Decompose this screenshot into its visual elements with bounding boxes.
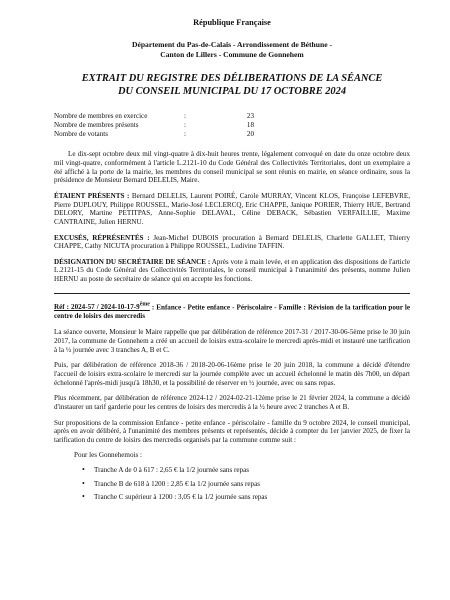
department-heading [54,40,410,60]
residents-label: Pour les Gonnehemois : [74,451,142,460]
deliberation-reference [54,303,150,311]
title-line-1: EXTRAIT DU REGISTRE DES DÉLIBERATIONS DE LA SÉANCE [81,72,383,84]
deliberation-paragraph-2: Puis, par délibération de référence 2018-36 / 2018-20-06-16ème prise le 20 juin 2018, la commune a décidé d'étendre l'accueil de loisirs extra-scolaire le mercredi sur la journée complète avec un accueil échelonné le matin dès 7h00, un départ échelonné l'après-midi jusqu'à 18h30, et la possibilité de réserver en ½ journée, avec ou sans repas. [54,361,410,387]
deliberation-paragraph-3: Plus récemment, par délibération de référence 2024-12 / 2024-02-21-12ème prise le 21 février 2024, la commune a décidé d'instaurer un tarif garderie pour les centres de loisirs des mercredis à la ½ heure avec 2 tranches A et B. [54,394,410,411]
count-row [54,121,254,130]
canton-line: Canton de Lillers - Commune de Gonnehem [160,49,304,59]
count-value: 23 [246,111,254,120]
tranche-list [54,466,410,502]
department-line: Département du Pas-de-Calais - Arrondissement de Béthune - [131,40,333,50]
tranche-text: Tranche C supérieur à 1200 : 3,05 € la 1/2 journée sans repas [94,493,268,502]
count-separator: : [184,120,186,129]
excused-label: EXCUSÉS, RÉPRÉSENTÉS : [54,233,150,242]
count-value: 18 [246,120,254,129]
excused-names: Jean-Michel DUBOIS procuration à Bernard DELELIS, Charlette GALLET, Thierry CHAPPE, Cathy NICUTA procuration à Philippe ROUSSEL, Ludivine TAFFIN. [54,233,411,251]
present-names: Bernard DELELIS, Laurent POIRÉ, Carole MURRAY, Vincent KLOS, Françoise LEFEBVRE, Pierre DUPLOUY, Philippe ROUSSEL, Marie-José LECLERCQ, Eric CHAPPE, Janique PORIER, Thierry HUE, Bertrand DELORY, Martine PETITPAS, Anne-Sophie DELAVAL, Céline DEBACK, Sébastien VERFAILLIE, Maxime CANTRAINE, Julien HERNU. [54,191,410,226]
present-paragraph [54,192,410,227]
reference-number: Réf : 2024-57 / 2024-10-17-9 [54,303,140,312]
list-item [82,478,410,489]
title-line-2: DU CONSEIL MUNICIPAL DU 17 OCTOBRE 2024 [117,85,347,97]
list-item [82,465,410,475]
document-title [54,72,410,98]
present-label: ÉTAIENT PRÉSENTS : [54,191,130,200]
tranche-text: Tranche A de 0 à 617 : 2,65 € la 1/2 journée sans repas [94,466,249,475]
bullet-icon: • [82,478,85,488]
count-separator: : [184,129,186,138]
deliberation-paragraph-1: La séance ouverte, Monsieur le Maire rappelle que par délibération de référence 2017-31 / 2017-30-06-5ème prise le 30 juin 2017, la commune de Gonnehem a créé un accueil de loisirs extra-scolaire le mercredi après-midi et instauré une tarification à la ½ journée avec 3 tranches A, B et C. [54,328,410,354]
secretary-text: Après vote à main levée, et en application des dispositions de l'article L.2121-15 du Code Général des Collectivités Territoriales, le conseil municipal à l'unanimité des présents, nomme Julien HERNU au poste de secrétaire de séance qui en accepte les fonctions. [54,257,411,284]
count-value: 20 [246,129,254,138]
secretary-label: DÉSIGNATION DU SECRÉTAIRE DE SÉANCE : [54,257,211,266]
secretary-paragraph [54,258,410,284]
count-row [54,130,254,139]
deliberation-paragraph-4: Sur propositions de la commission Enfance - petite enfance - périscolaire - famille du 9 octobre 2024, le conseil municipal, après en avoir délibéré, à l'unanimité des membres présents et représentés, décide à compter du 1er janvier 2025, de fixer la tarification du centre de loisirs des mercredis organisés par la commune comme suit : [54,418,410,444]
count-label: Nombre de membres présents [54,120,139,129]
member-counts-table [54,112,254,139]
excused-paragraph [54,234,410,251]
intro-paragraph: Le dix-sept octobre deux mil vingt-quatre à dix-huit heures trente, légalement convoqué en date du onze octobre deux mil vingt-quatre, conformément à l'article L.2121-10 du Code Général des Collectivités Territoriales, dont un exemplaire a été affiché à la porte de la mairie, les membres du conseil municipal se sont réunis en mairie, en séance ordinaire, sous la présidence de Monsieur Bernard DELELIS, Maire. [54,150,410,185]
tranche-text: Tranche B de 618 à 1200 : 2,85 € la 1/2 journée sans repas [94,479,261,488]
count-label: Nombre de votants [54,129,108,138]
list-item [82,492,410,502]
bullet-icon: • [82,492,85,502]
republic-heading: République Française [193,18,271,27]
count-row [54,112,254,121]
bullet-icon: • [82,465,85,475]
deliberation-subject: : Enfance - Petite enfance - Périscolaire - Famille : Révision de la tarification pour le centre de loisirs des mercredis [54,303,411,320]
reference-suffix: ème [139,301,150,308]
section-divider [54,293,410,294]
count-separator: : [184,111,186,120]
count-label: Nombre de membres en exercice [54,111,148,120]
deliberation-heading [54,302,410,321]
